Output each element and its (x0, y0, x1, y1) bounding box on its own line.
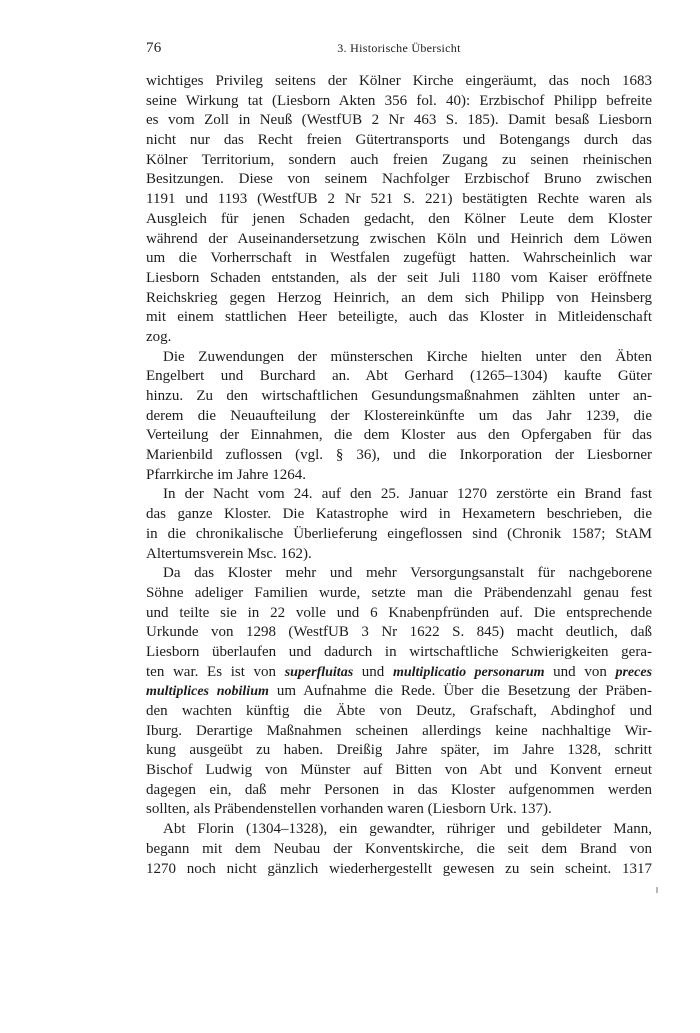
text-line: Kölner Territorium, sondern auch freien Zugang zu seinen rheinischen (146, 151, 652, 168)
text-line: Da das Kloster mehr und mehr Versorgungsanstalt für nachgeborene (163, 565, 652, 582)
text-line: seine Wirkung tat (Liesborn Akten 356 fol. 40): Erzbischof Philipp befreite (146, 92, 652, 109)
text-line: Urkunde von 1298 (WestfUB 3 Nr 1622 S. 845) macht deutlich, daß (146, 624, 652, 641)
text-line: während der Auseinandersetzung zwischen Köln und Heinrich dem Löwen (146, 230, 652, 247)
text-line: sollten, als Präbendenstellen vorhanden waren (Liesborn Urk. 137). (146, 801, 552, 818)
text-line: 1191 und 1193 (WestfUB 2 Nr 521 S. 221) bestätigten Rechte waren als (146, 191, 652, 208)
text-line: nicht nur das Recht freien Gütertransports und Botengangs durch das (146, 132, 652, 149)
text-line-italic-terms: ten war. Es ist von superfluitas und multiplicatio personarum und von preces (146, 663, 653, 680)
text-line: Iburg. Derartige Maßnahmen scheinen allerdings keine nachhaltige Wir- (146, 722, 652, 739)
text-line: um die Vorherrschaft in Westfalen zugefügt hatten. Wahrscheinlich war (146, 250, 652, 267)
text-line: zog. (146, 328, 172, 345)
text-line: Pfarrkirche im Jahre 1264. (146, 466, 306, 483)
text-line: Bischof Ludwig von Münster auf Bitten von Abt und Konvent erneut (146, 762, 652, 779)
text-line: hinzu. Zu den wirtschaftlichen Gesundungsmaßnahmen zählten unter an- (146, 388, 652, 404)
text-line: mit einem stattlichen Heer beteiligte, auch das Kloster in Mitleidenschaft (146, 309, 652, 326)
text-line: In der Nacht vom 24. auf den 25. Januar 1270 zerstörte ein Brand fast (163, 486, 652, 503)
text-line: derem die Neuaufteilung der Klostereinkünfte um das Jahr 1239, die (146, 407, 652, 424)
text-line: Abt Florin (1304–1328), ein gewandter, rühriger und gebildeter Mann, (163, 821, 652, 838)
text-line: Die Zuwendungen der münsterschen Kirche hielten unter den Äbten (163, 348, 652, 365)
latin-term: multiplicatio personarum (392, 664, 545, 680)
text-line: kung ausgeübt zu haben. Dreißig Jahre später, im Jahre 1328, schritt (146, 742, 652, 759)
text-line: Marienbild zuflossen (vgl. § 36), und die Inkorporation der Liesborner (146, 447, 652, 464)
body-text (146, 72, 652, 879)
text-line: wichtiges Privileg seitens der Kölner Kirche eingeräumt, das noch 1683 (146, 73, 652, 89)
text-line: den wachten künftig die Äbte von Deutz, Grafschaft, Abdinghof und (146, 703, 652, 719)
latin-term: preces (615, 664, 653, 680)
text-line: Altertumsverein Msc. 162). (146, 545, 312, 562)
latin-term: superfluitas (284, 664, 354, 680)
scan-mark (656, 887, 658, 893)
page-number: 76 (146, 40, 162, 56)
text-line: in die chronikalische Überlieferung eingeflossen sind (Chronik 1587; StAM (146, 525, 652, 542)
text-line: Besitzungen. Diese von seinem Nachfolger Erzbischof Bruno zwischen (146, 171, 652, 188)
text-line: Liesborn Schaden entstanden, als der seit Juli 1180 vom Kaiser eröffnete (146, 269, 652, 286)
text-line: dagegen ein, daß mehr Personen in das Kloster aufgenommen werden (146, 781, 652, 798)
page-header (146, 40, 652, 60)
text-line-italic-terms: multiplices nobilium um Aufnahme die Rede. Über die Besetzung der Präben- (146, 683, 653, 700)
text-line: Verteilung der Einnahmen, die dem Kloster aus den Opfergaben für das (146, 427, 652, 444)
text-line: 1270 noch nicht gänzlich wiederhergestellt gewesen zu sein scheint. 1317 (146, 860, 652, 877)
running-head: 3. Historische Übersicht (337, 41, 461, 55)
text-line: Liesborn überlaufen und dadurch in wirtschaftliche Schwierigkeiten gera- (146, 643, 652, 660)
text-line: Engelbert und Burchard an. Abt Gerhard (1265–1304) kaufte Güter (146, 368, 652, 385)
text-line: es vom Zoll in Neuß (WestfUB 2 Nr 463 S. 185). Damit besaß Liesborn (146, 112, 652, 129)
text-line: begann mit dem Neubau der Konventskirche, die seit dem Brand von (146, 840, 652, 857)
text-line: Söhne adeliger Familien wurde, setzte man die Präbendenzahl genau fest (146, 584, 652, 601)
text-line: Ausgleich für jenen Schaden gedacht, den Kölner Leute dem Kloster (146, 210, 652, 227)
text-line: Reichskrieg gegen Herzog Heinrich, an dem sich Philipp von Heinsberg (146, 289, 652, 306)
latin-term: multiplices nobilium (146, 684, 269, 700)
text-line: und teilte sie in 22 volle und 6 Knabenpfründen auf. Die entsprechende (146, 604, 652, 621)
text-line: das ganze Kloster. Die Katastrophe wird in Hexametern beschrieben, die (146, 506, 652, 523)
